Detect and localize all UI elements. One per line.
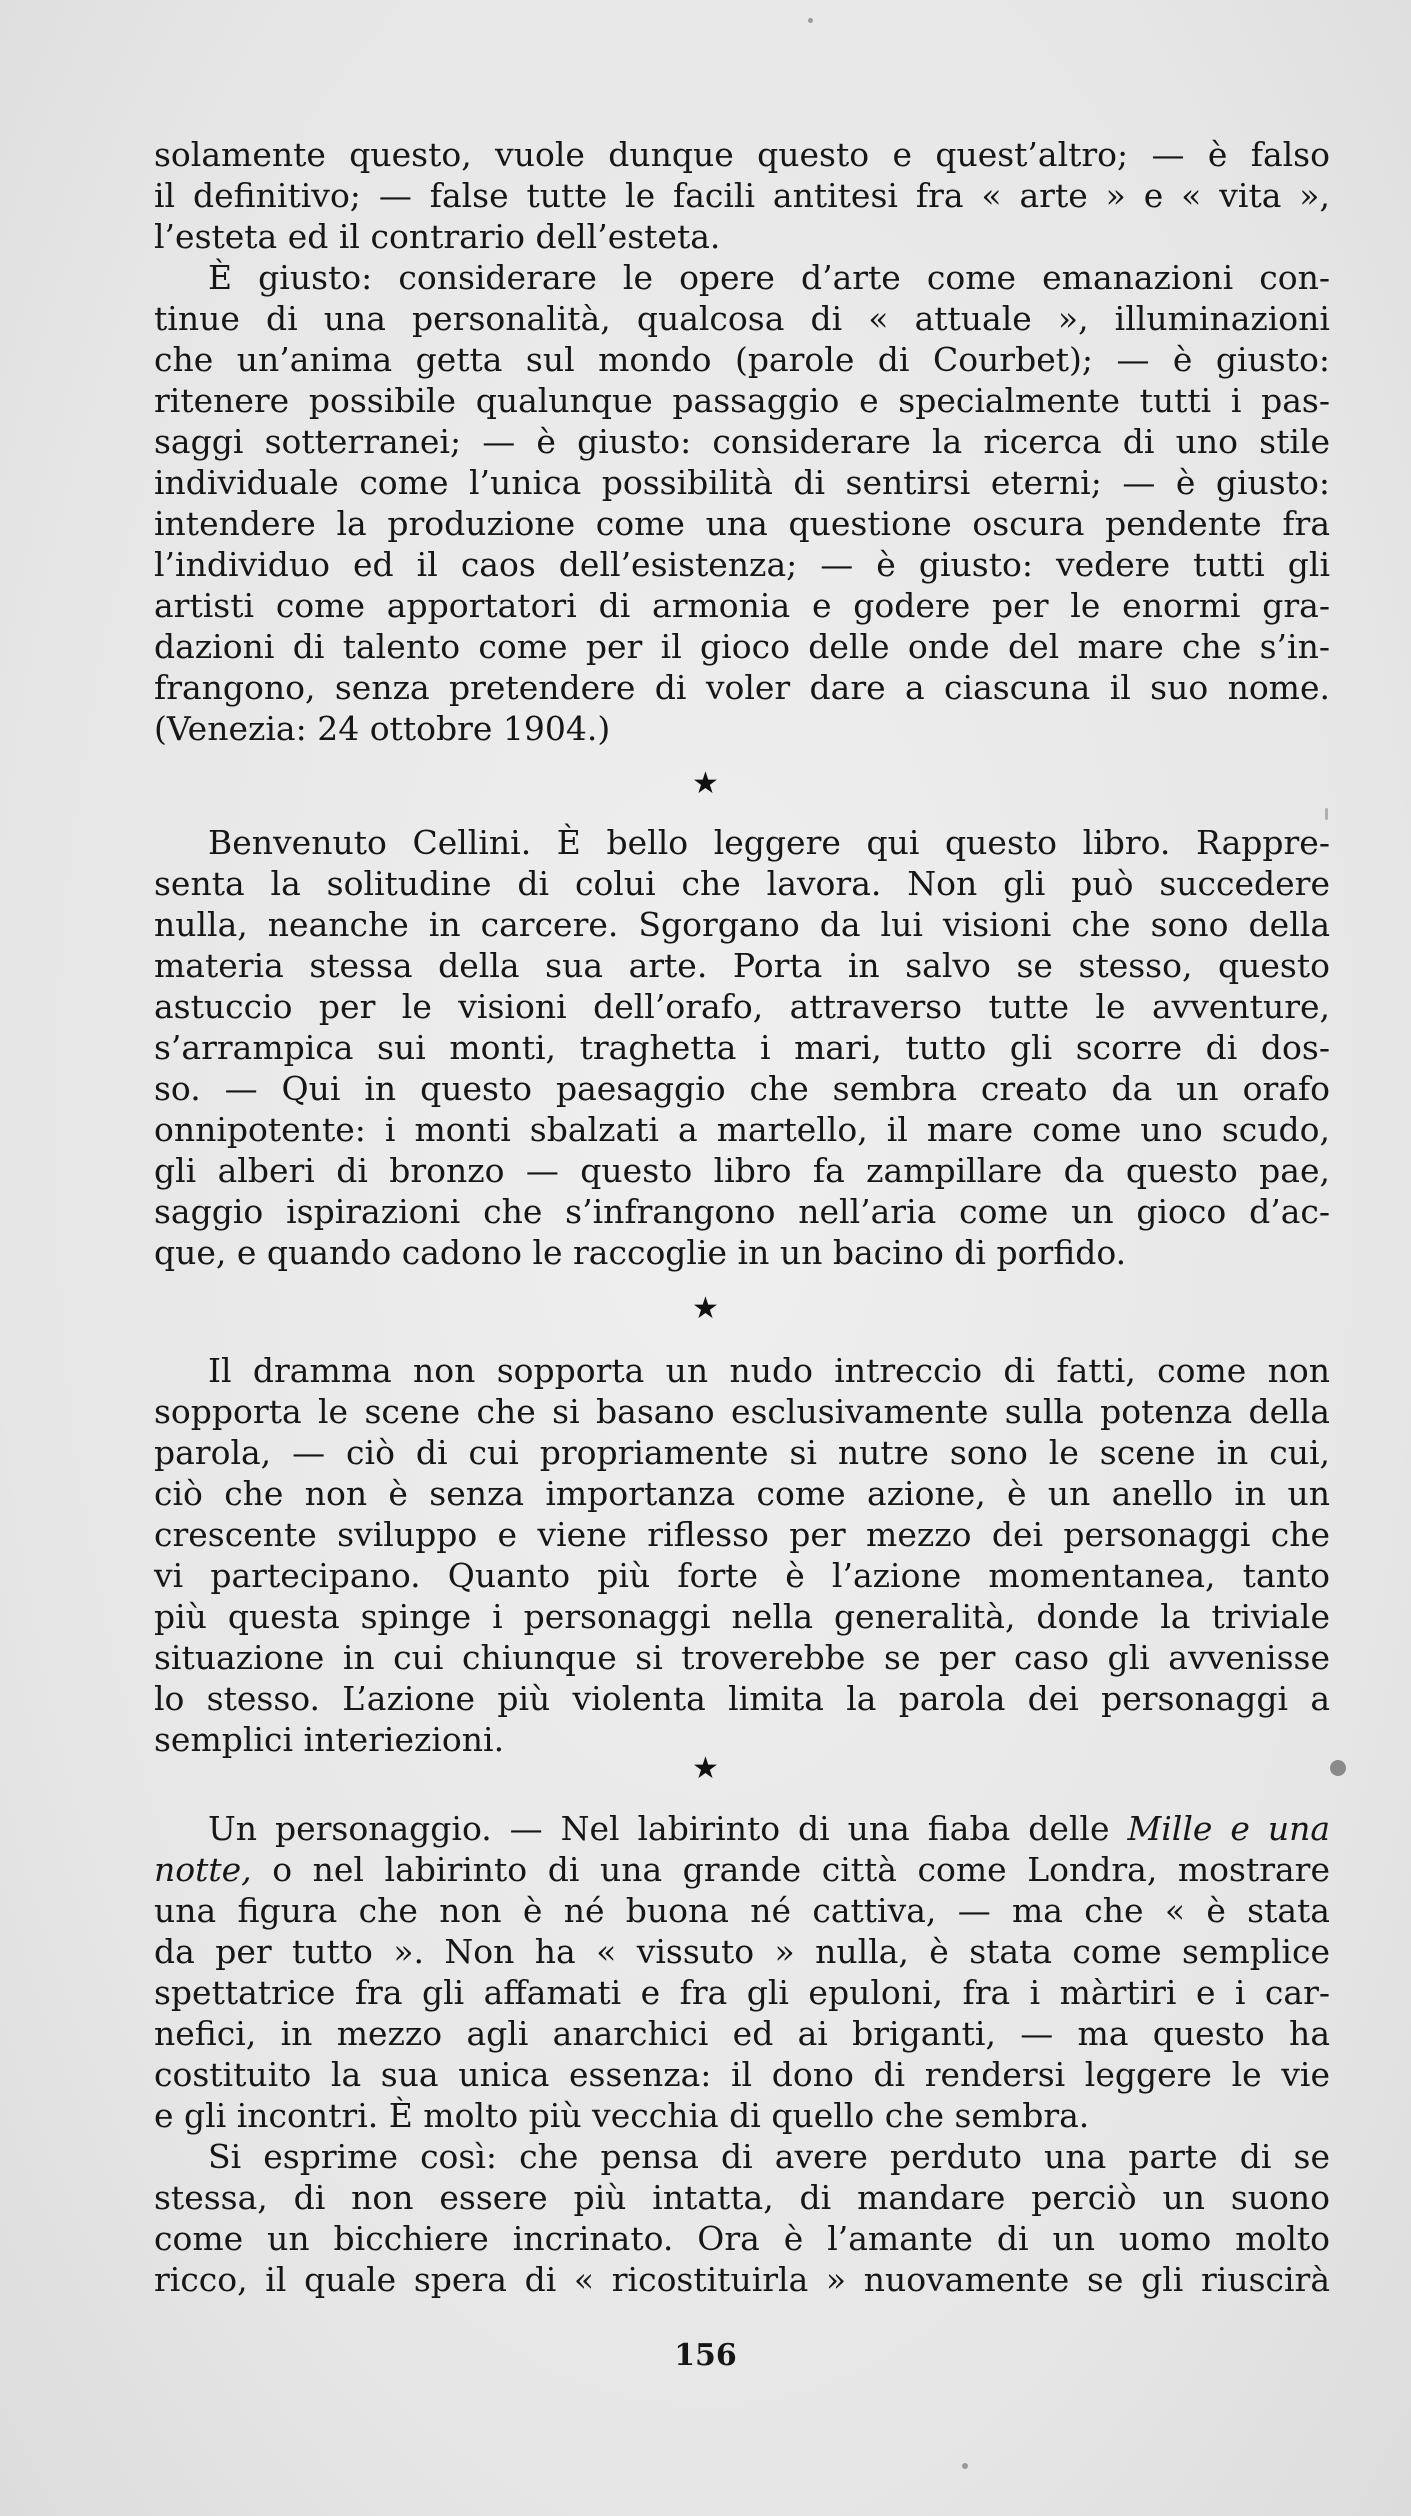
text-line: Si esprime così: che pensa di avere perduto una parte di se [208,2137,1330,2176]
text-line: come un bicchiere incrinato. Ora è l’amante di un uomo molto [154,2219,1330,2258]
paper-speck [808,18,813,23]
text-line: l’esteta ed il contrario dell’esteta. [154,217,721,256]
text-line: situazione in cui chiunque si troverebbe se per caso gli avvenisse [154,1638,1330,1677]
text-line: ritenere possibile qualunque passaggio e specialmente tutti i pas- [154,381,1330,420]
text-line: astuccio per le visioni dell’orafo, attraverso tutte le avventure, [154,987,1330,1026]
text-line: materia stessa della sua arte. Porta in salvo se stesso, questo [154,946,1330,985]
text-line [154,1931,1330,1972]
text-line [154,1890,1330,1931]
text-line: l’individuo ed il caos dell’esistenza; — è giusto: vedere tutti gli [154,545,1330,584]
text-line: che un’anima getta sul mondo (parole di Courbet); — è giusto: [154,340,1330,379]
text-line [154,1972,1330,2013]
text-line: intendere la produzione come una questione oscura pendente fra [154,504,1330,543]
paper-speck [1325,808,1328,820]
text-line: dazioni di talento come per il gioco delle onde del mare che s’in- [154,627,1330,666]
text-line: frangono, senza pretendere di voler dare a ciascuna il suo nome. [154,668,1330,707]
text-line [154,1849,1330,1890]
text-line [154,2095,1330,2136]
page-number: 156 [674,2338,737,2373]
text-line: il definitivo; — false tutte le facili antitesi fra « arte » e « vita », [154,176,1330,215]
text-line: s’arrampica sui monti, traghetta i mari, tutto gli scorre di dos- [154,1028,1330,1067]
text-line: crescente sviluppo e viene riflesso per mezzo dei personaggi che [154,1515,1330,1554]
text-line: più questa spinge i personaggi nella generalità, donde la triviale [154,1597,1330,1636]
text-line: so. — Qui in questo paesaggio che sembra creato da un orafo [154,1069,1330,1108]
text-line: Benvenuto Cellini. È bello leggere qui questo libro. Rappre- [208,823,1330,862]
text-line: gli alberi di bronzo — questo libro fa zampillare da questo pae, [154,1151,1330,1190]
text-line: senta la solitudine di colui che lavora. Non gli può succedere [154,864,1330,903]
text-line: lo stesso. L’azione più violenta limita la parola dei personaggi a [154,1679,1330,1718]
text-run: spettatrice fra gli affamati e fra gli epuloni, fra i màrtiri e i car- [154,1973,1330,2012]
text-line: artisti come apportatori di armonia e godere per le enormi gra- [154,586,1330,625]
paper-speck [1330,1760,1346,1776]
text-line: tinue di una personalità, qualcosa di « attuale », illuminazioni [154,299,1330,338]
text-line: solamente questo, vuole dunque questo e quest’altro; — è falso [154,135,1330,174]
text-line: Il dramma non sopporta un nudo intreccio di fatti, come non [208,1351,1330,1390]
text-line: nulla, neanche in carcere. Sgorgano da lui visioni che sono della [154,905,1330,944]
text-line: È giusto: considerare le opere d’arte come emanazioni con- [208,258,1330,297]
text-line [154,1808,1330,1849]
text-line: onnipotente: i monti sbalzati a martello, il mare come uno scudo, [154,1110,1330,1149]
section-separator-star: ★ [692,1751,719,1786]
text-line [154,2054,1330,2095]
text-run: una figura che non è né buona né cattiva, — ma che « è stata [154,1891,1330,1930]
text-run: nefici, in mezzo agli anarchici ed ai briganti, — ma questo ha [154,2014,1330,2053]
text-run: da per tutto ». Non ha « vissuto » nulla, è stata come semplice [154,1932,1330,1971]
text-line: parola, — ciò di cui propriamente si nutre sono le scene in cui, [154,1433,1330,1472]
paper-speck [962,2463,968,2469]
italic-title-run: notte, [154,1850,252,1889]
text-run: o nel labirinto di una grande città come Londra, mostrare [251,1850,1330,1889]
text-line [154,2013,1330,2054]
text-run: costituito la sua unica essenza: il dono di rendersi leggere le vie [154,2055,1330,2094]
text-line: semplici interiezioni. [154,1720,505,1759]
text-run: e gli incontri. È molto più vecchia di quello che sembra. [154,2096,1090,2135]
section-separator-star: ★ [692,1291,719,1326]
text-line: ricco, il quale spera di « ricostituirla » nuovamente se gli riuscirà [154,2260,1330,2299]
section-separator-star: ★ [692,766,719,801]
text-line: stessa, di non essere più intatta, di mandare perciò un suono [154,2178,1330,2217]
text-run: Un personaggio. — Nel labirinto di una fiaba delle [208,1809,1128,1848]
italic-title-run: Mille e una [1127,1809,1330,1848]
text-line: ciò che non è senza importanza come azione, è un anello in un [154,1474,1330,1513]
text-line: que, e quando cadono le raccoglie in un bacino di porfido. [154,1233,1127,1272]
text-line: (Venezia: 24 ottobre 1904.) [154,709,611,748]
text-line: saggi sotterranei; — è giusto: considerare la ricerca di uno stile [154,422,1330,461]
text-line: sopporta le scene che si basano esclusivamente sulla potenza della [154,1392,1330,1431]
text-line: vi partecipano. Quanto più forte è l’azione momentanea, tanto [154,1556,1330,1595]
text-line: saggio ispirazioni che s’infrangono nell’aria come un gioco d’ac- [154,1192,1330,1231]
text-line: individuale come l’unica possibilità di sentirsi eterni; — è giusto: [154,463,1330,502]
